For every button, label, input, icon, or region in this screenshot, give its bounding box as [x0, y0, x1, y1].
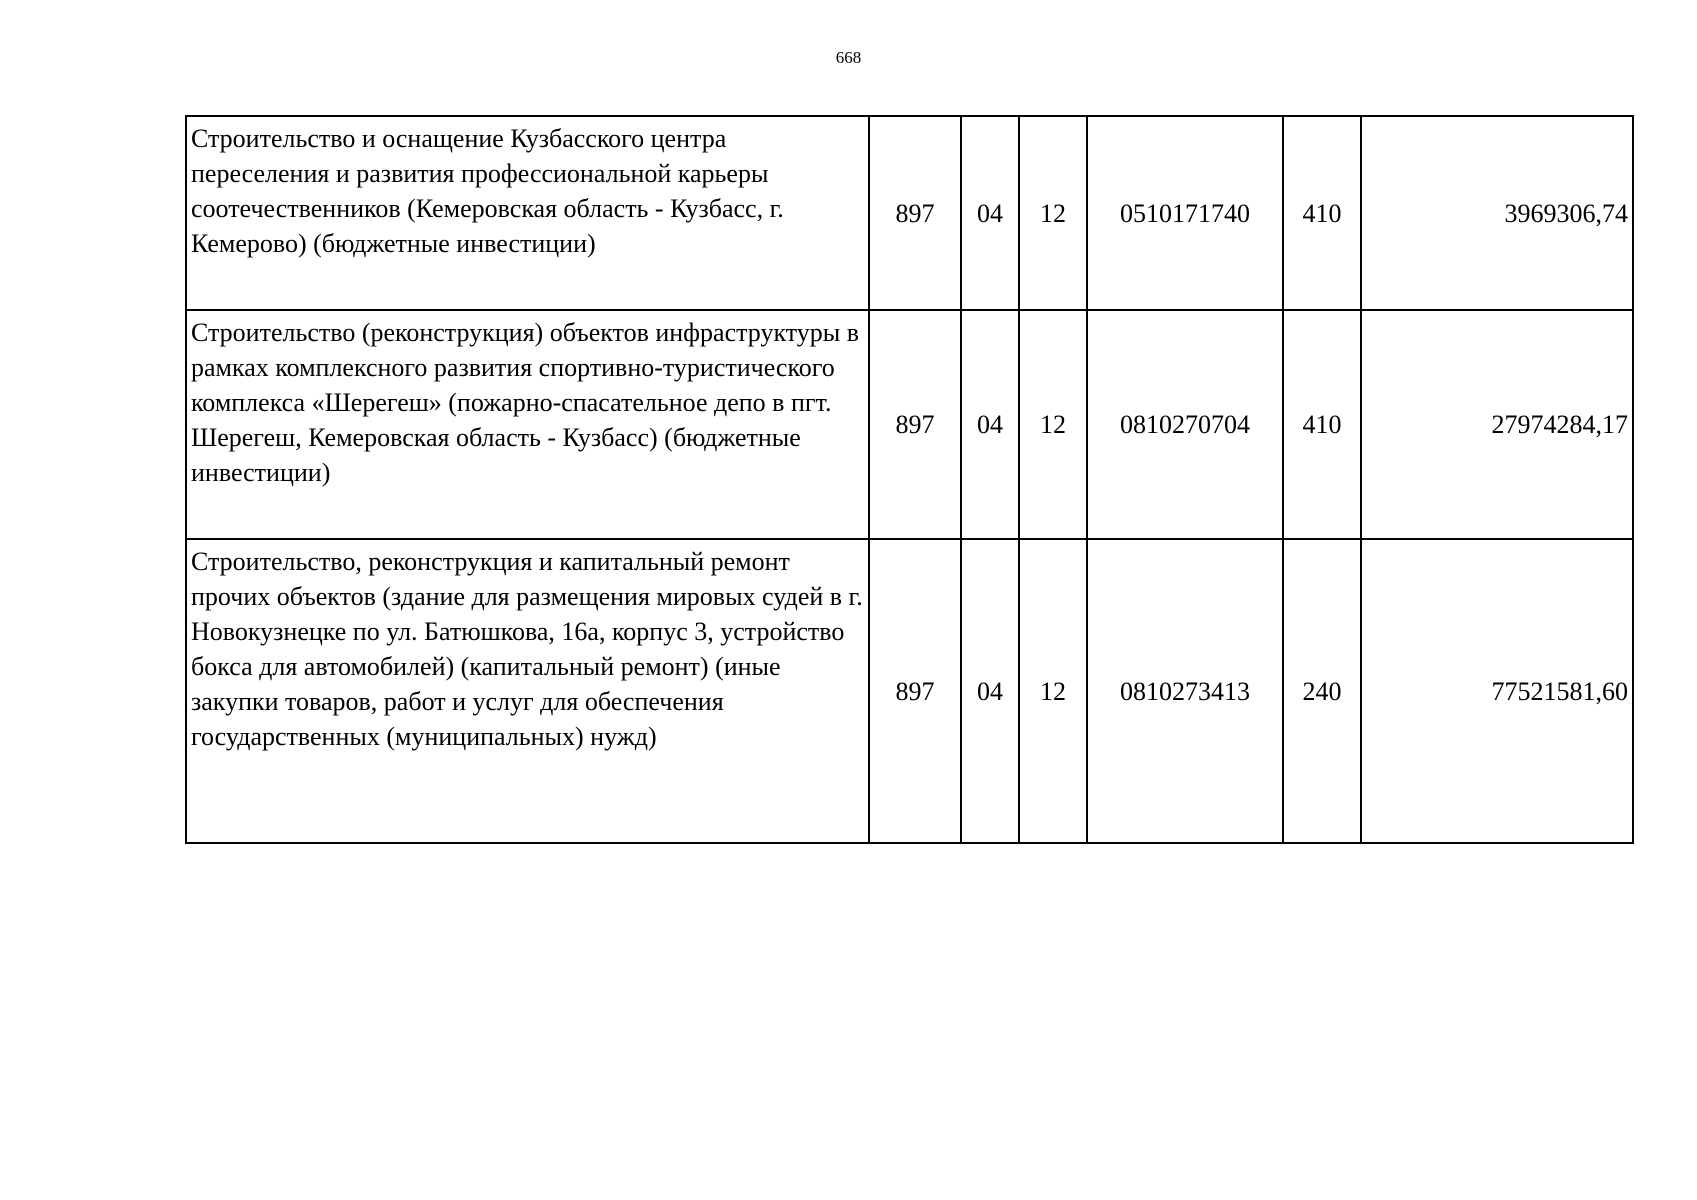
ministry-code-cell: 897 — [869, 539, 961, 843]
target-code-cell: 0510171740 — [1087, 116, 1283, 310]
target-code-cell: 0810273413 — [1087, 539, 1283, 843]
description-cell: Строительство, реконструкция и капитальный ремонт прочих объектов (здание для размещения мировых судей в г. Новокузнецке по ул. Батюшкова, 16а, корпус 3, устройство бокса для автомобилей) (капитальный ремонт) (иные закупки товаров, работ и услуг для обеспечения государственных (муниципальных) нужд) — [186, 539, 869, 843]
ministry-code-cell: 897 — [869, 116, 961, 310]
section-cell: 04 — [961, 539, 1019, 843]
table-row — [186, 310, 1633, 539]
subsection-cell: 12 — [1019, 310, 1087, 539]
section-cell: 04 — [961, 116, 1019, 310]
budget-table — [185, 115, 1634, 844]
expense-type-cell: 410 — [1283, 116, 1361, 310]
subsection-cell: 12 — [1019, 539, 1087, 843]
section-cell: 04 — [961, 310, 1019, 539]
expense-type-cell: 240 — [1283, 539, 1361, 843]
target-code-cell: 0810270704 — [1087, 310, 1283, 539]
amount-cell: 77521581,60 — [1361, 539, 1633, 843]
table-row — [186, 539, 1633, 843]
table-row — [186, 116, 1633, 310]
subsection-cell: 12 — [1019, 116, 1087, 310]
amount-cell: 3969306,74 — [1361, 116, 1633, 310]
description-cell: Строительство и оснащение Кузбасского центра переселения и развития профессиональной карьеры соотечественников (Кемеровская область - Кузбасс, г. Кемерово) (бюджетные инвестиции) — [186, 116, 869, 310]
expense-type-cell: 410 — [1283, 310, 1361, 539]
ministry-code-cell: 897 — [869, 310, 961, 539]
page-number: 668 — [835, 48, 862, 67]
description-cell: Строительство (реконструкция) объектов инфраструктуры в рамках комплексного развития спортивно-туристического комплекса «Шерегеш» (пожарно-спасательное депо в пгт. Шерегеш, Кемеровская область - Кузбасс) (бюджетные инвестиции) — [186, 310, 869, 539]
amount-cell: 27974284,17 — [1361, 310, 1633, 539]
